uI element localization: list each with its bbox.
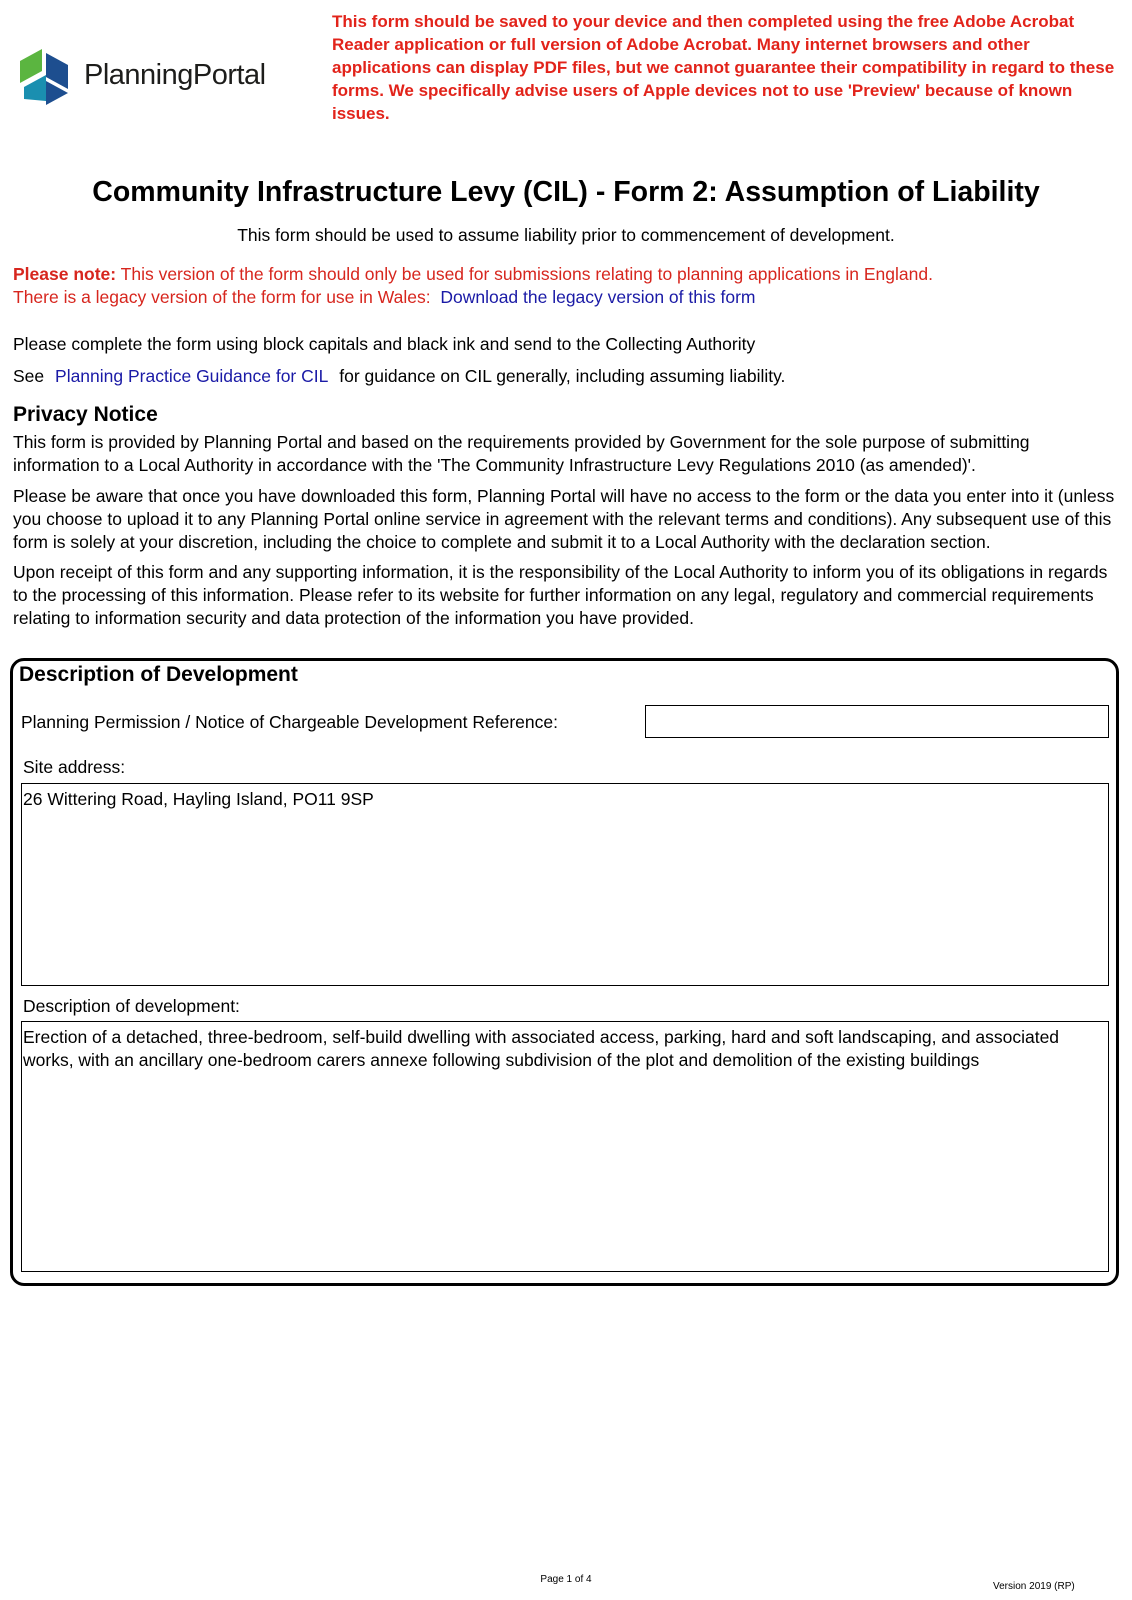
guidance-suffix: for guidance on CIL generally, including assuming liability. bbox=[339, 366, 786, 386]
guidance-prefix: See bbox=[13, 366, 45, 386]
version-label: Version 2019 (RP) bbox=[993, 1581, 1075, 1592]
privacy-paragraph: Upon receipt of this form and any supporting information, it is the responsibility of the Local Authority to inform you of its obligations in regards to the processing of this information. Please refer to its website for further information on any legal, regulatory and commercial requirements relating to information security and data protection of the information you have provided. bbox=[13, 562, 1108, 628]
logo-text: PlanningPortal bbox=[84, 58, 266, 91]
version-note bbox=[13, 263, 1113, 309]
site-address-label: Site address: bbox=[23, 757, 126, 777]
legacy-form-link[interactable]: Download the legacy version of this form bbox=[440, 287, 756, 307]
privacy-heading: Privacy Notice bbox=[13, 403, 158, 426]
description-label: Description of development: bbox=[23, 996, 240, 1016]
note-text: This version of the form should only be used for submissions relating to planning applications in England. bbox=[120, 264, 933, 284]
privacy-paragraph: This form is provided by Planning Portal and based on the requirements provided by Government for the sole purpose of submitting information to a Local Authority in accordance with the 'The Community Infrastructure Levy Regulations 2010 (as amended)'. bbox=[13, 432, 1030, 475]
reference-label: Planning Permission / Notice of Chargeable Development Reference: bbox=[21, 712, 558, 732]
reference-input[interactable] bbox=[645, 705, 1109, 738]
planning-portal-logo bbox=[14, 20, 274, 130]
cil-guidance-link[interactable]: Planning Practice Guidance for CIL bbox=[55, 366, 329, 386]
planning-portal-logo-icon bbox=[14, 41, 74, 109]
note-wales-text: There is a legacy version of the form for use in Wales: bbox=[13, 287, 431, 307]
page-number: Page 1 of 4 bbox=[540, 1574, 592, 1585]
form-title: Community Infrastructure Levy (CIL) - Form 2: Assumption of Liability bbox=[92, 176, 1040, 208]
note-label: Please note: bbox=[13, 264, 117, 284]
description-input[interactable]: Erection of a detached, three-bedroom, self-build dwelling with associated access, parking, hard and soft landscaping, and associated works, with an ancillary one-bedroom carers annexe following subdivision of the plot and demolition of the existing buildings bbox=[21, 1021, 1109, 1272]
instructions-line: Please complete the form using block capitals and black ink and send to the Collecting Authority bbox=[13, 334, 756, 354]
device-warning: This form should be saved to your device and then completed using the free Adobe Acrobat Reader application or full version of Adobe Acrobat. Many internet browsers and other applications can display PDF files, but we cannot guarantee their compatibility in regard to these forms. We specifically advise users of Apple devices not to use 'Preview' because of known issues. bbox=[332, 12, 1115, 123]
form-subtitle: This form should be used to assume liability prior to commencement of development. bbox=[237, 225, 895, 245]
guidance-line bbox=[13, 366, 785, 387]
privacy-paragraph: Please be aware that once you have downloaded this form, Planning Portal will have no access to the form or the data you enter into it (unless you choose to upload it to any Planning Portal online service in agreement with the relevant terms and conditions). Any subsequent use of this form is solely at your discretion, including the choice to complete and submit it to a Local Authority with the declaration section. bbox=[13, 486, 1115, 552]
section-title: Description of Development bbox=[19, 663, 298, 686]
site-address-input[interactable]: 26 Wittering Road, Hayling Island, PO11 9SP bbox=[21, 783, 1109, 986]
